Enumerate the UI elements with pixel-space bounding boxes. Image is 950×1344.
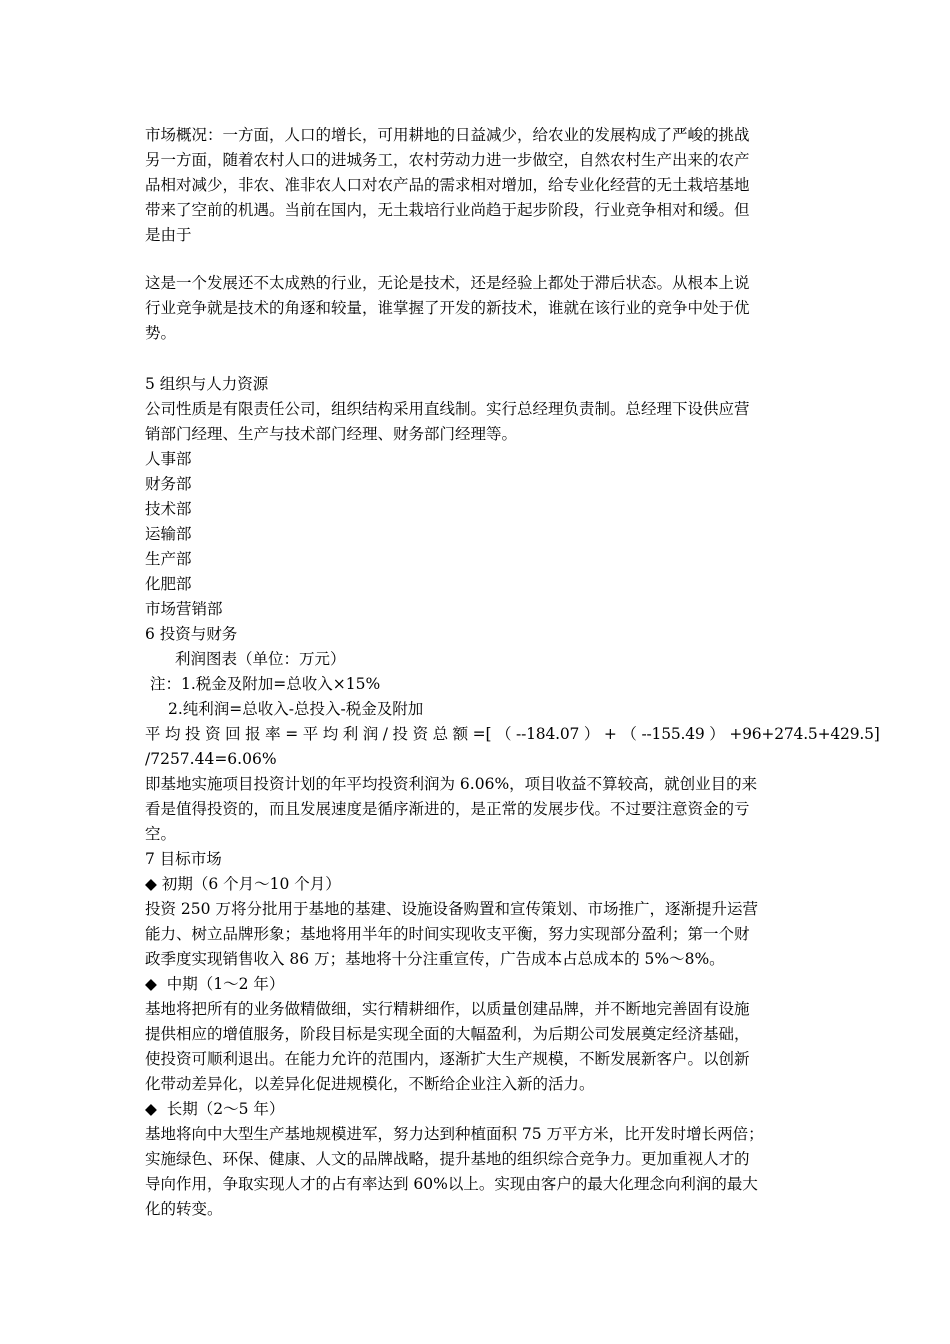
department-item: 生产部 bbox=[145, 550, 192, 568]
paragraph-line: 市场概况：一方面，人口的增长，可用耕地的日益减少，给农业的发展构成了严峻的挑战 bbox=[145, 126, 750, 144]
formula-line: 平 均 投 资 回 报 率 = 平 均 利 润 / 投 资 总 额 =[ （ --184.07 ） + （ --155.49 ） +96+274.5+429.5] bbox=[145, 725, 880, 743]
section-heading: 5 组织与人力资源 bbox=[145, 375, 269, 393]
paragraph-line: 基地将向中大型生产基地规模进军，努力达到种植面积 75 万平方米，比开发时增长两倍； bbox=[145, 1125, 764, 1143]
paragraph-line: 基地将把所有的业务做精做细，实行精耕细作，以质量创建品牌，并不断地完善固有设施 bbox=[145, 1000, 750, 1018]
section-heading: 7 目标市场 bbox=[145, 850, 222, 868]
paragraph-line: 行业竞争就是技术的角逐和较量，谁掌握了开发的新技术，谁就在该行业的竞争中处于优 bbox=[145, 299, 750, 317]
paragraph-line: 势。 bbox=[145, 324, 177, 342]
paragraph-line: 带来了空前的机遇。当前在国内，无土栽培行业尚趋于起步阶段，行业竞争相对和缓。但 bbox=[145, 201, 750, 219]
paragraph-line: 能力、树立品牌形象；基地将用半年的时间实现收支平衡，努力实现部分盈利；第一个财 bbox=[145, 925, 750, 943]
note-line: 注：1.税金及附加=总收入×15% bbox=[150, 675, 381, 693]
department-item: 财务部 bbox=[145, 475, 192, 493]
department-item: 运输部 bbox=[145, 525, 192, 543]
paragraph-line: 政季度实现销售收入 86 万；基地将十分注重宣传，广告成本占总成本的 5%～8%。 bbox=[145, 950, 725, 968]
paragraph-line: 这是一个发展还不太成熟的行业，无论是技术，还是经验上都处于滞后状态。从根本上说 bbox=[145, 274, 750, 292]
paragraph-line: 销部门经理、生产与技术部门经理、财务部门经理等。 bbox=[145, 425, 518, 443]
paragraph-line: 是由于 bbox=[145, 226, 192, 244]
formula-line: /7257.44=6.06% bbox=[145, 750, 277, 768]
paragraph-line: 化的转变。 bbox=[145, 1200, 223, 1218]
department-item: 市场营销部 bbox=[145, 600, 223, 618]
paragraph-line: 另一方面，随着农村人口的进城务工，农村劳动力进一步做空，自然农村生产出来的农产 bbox=[145, 151, 750, 169]
note-line: 2.纯利润=总收入-总投入-税金及附加 bbox=[168, 700, 424, 718]
paragraph-line: 空。 bbox=[145, 825, 177, 843]
paragraph-line: 投资 250 万将分批用于基地的基建、设施设备购置和宣传策划、市场推广，逐渐提升运营 bbox=[145, 900, 758, 918]
department-item: 技术部 bbox=[145, 500, 192, 518]
phase-heading: ◆ 初期（6 个月～10 个月） bbox=[145, 875, 341, 893]
paragraph-line: 提供相应的增值服务，阶段目标是实现全面的大幅盈利，为后期公司发展奠定经济基础， bbox=[145, 1025, 750, 1043]
department-item: 人事部 bbox=[145, 450, 192, 468]
chart-caption: 利润图表（单位：万元） bbox=[175, 650, 346, 668]
phase-heading: ◆ 中期（1～2 年） bbox=[145, 975, 285, 993]
paragraph-line: 看是值得投资的，而且发展速度是循序渐进的，是正常的发展步伐。不过要注意资金的亏 bbox=[145, 800, 750, 818]
paragraph-line: 导向作用，争取实现人才的占有率达到 60%以上。实现由客户的最大化理念向利润的最大 bbox=[145, 1175, 758, 1193]
paragraph-line: 即基地实施项目投资计划的年平均投资利润为 6.06%，项目收益不算较高，就创业目的来 bbox=[145, 775, 758, 793]
paragraph-line: 化带动差异化，以差异化促进规模化，不断给企业注入新的活力。 bbox=[145, 1075, 595, 1093]
department-item: 化肥部 bbox=[145, 575, 192, 593]
phase-heading: ◆ 长期（2～5 年） bbox=[145, 1100, 285, 1118]
paragraph-line: 品相对减少，非农、准非农人口对农产品的需求相对增加，给专业化经营的无土栽培基地 bbox=[145, 176, 750, 194]
paragraph-line: 公司性质是有限责任公司，组织结构采用直线制。实行总经理负责制。总经理下设供应营 bbox=[145, 400, 750, 418]
paragraph-line: 实施绿色、环保、健康、人文的品牌战略，提升基地的组织综合竞争力。更加重视人才的 bbox=[145, 1150, 750, 1168]
section-heading: 6 投资与财务 bbox=[145, 625, 238, 643]
paragraph-line: 使投资可顺利退出。在能力允许的范围内，逐渐扩大生产规模，不断发展新客户。以创新 bbox=[145, 1050, 750, 1068]
